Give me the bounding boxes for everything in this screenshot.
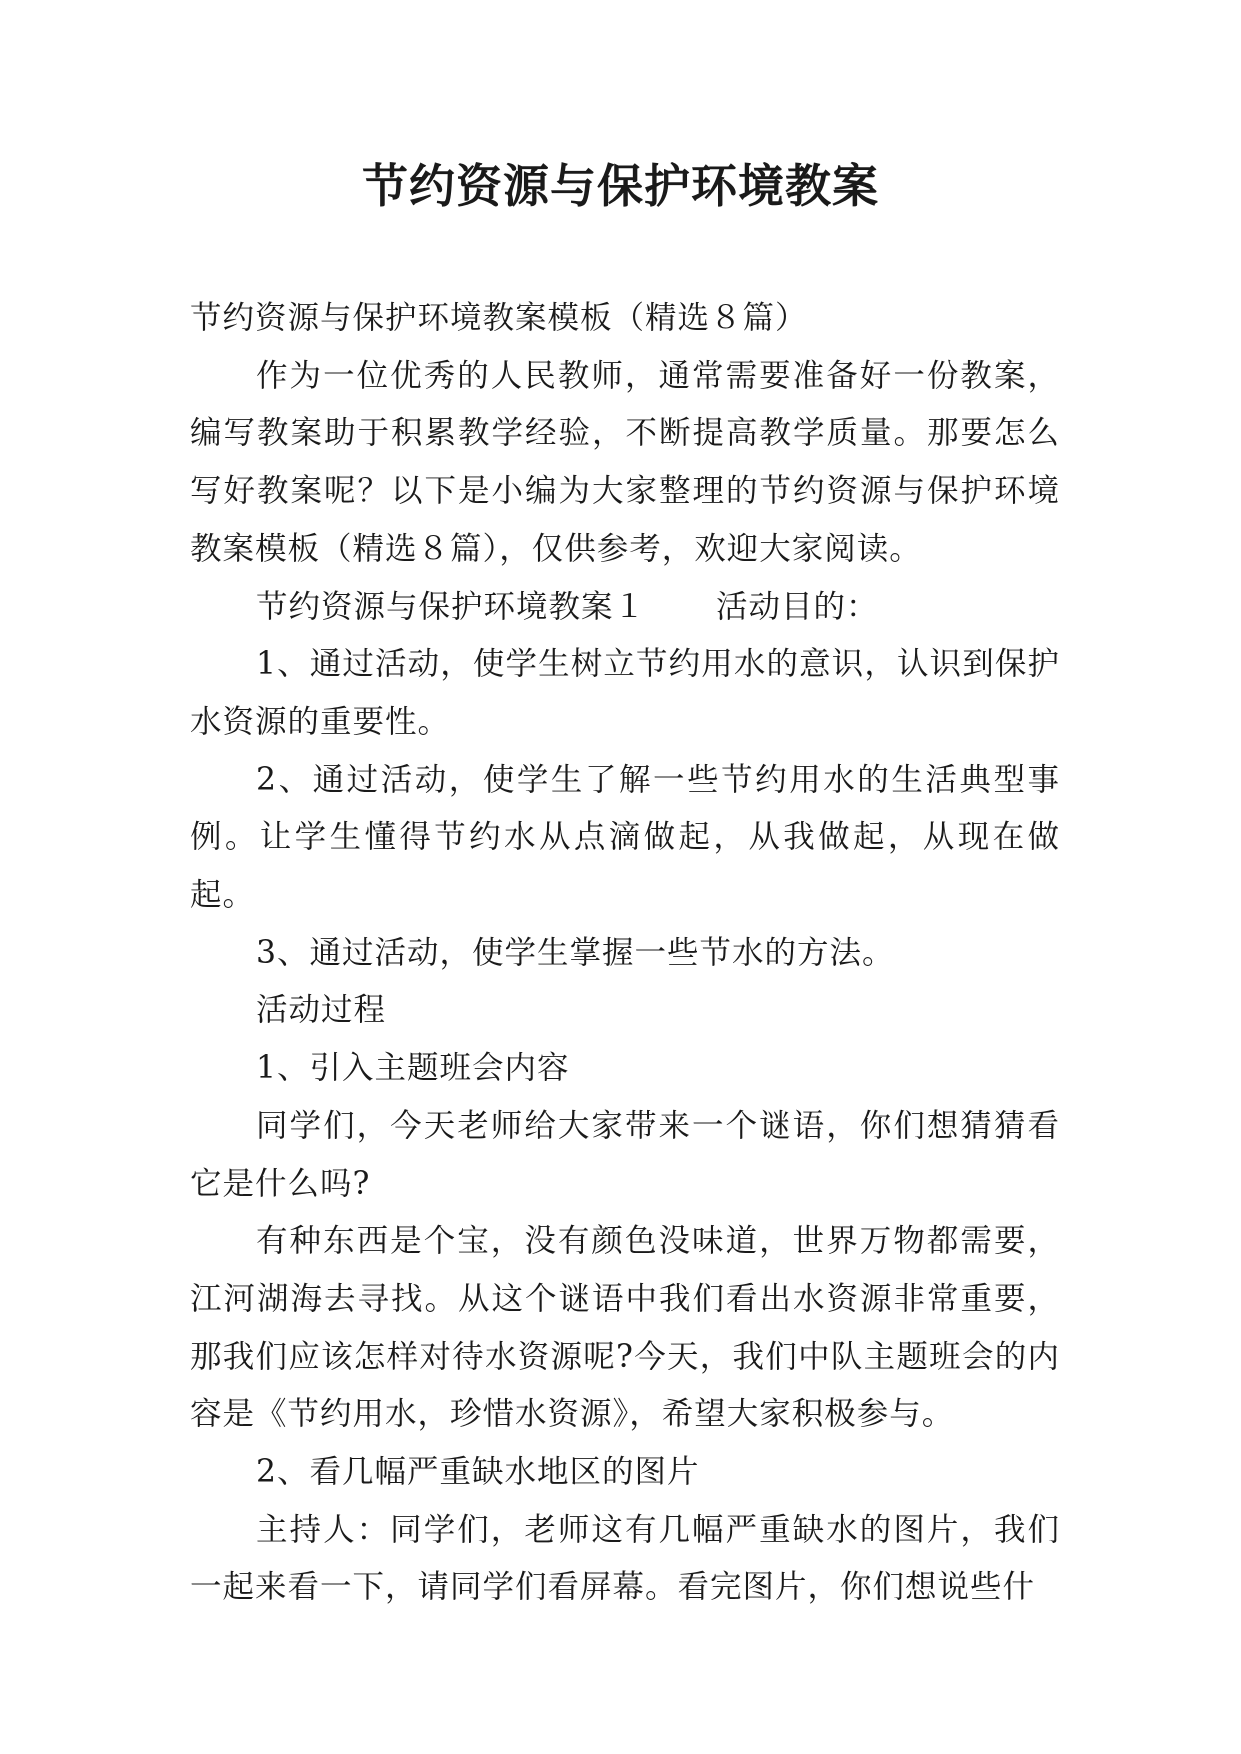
goal-item-2: 2、通过活动，使学生了解一些节约用水的生活典型事例。让学生懂得节约水从点滴做起，从我做起，从现在做起。 xyxy=(190,761,1060,914)
step-2-heading: 2、看几幅严重缺水地区的图片 xyxy=(256,1454,700,1491)
section-heading: 节约资源与保护环境教案１ xyxy=(256,588,647,625)
step-1-heading: 1、引入主题班会内容 xyxy=(256,1050,570,1087)
document-body xyxy=(190,290,1060,1617)
section-heading-line xyxy=(190,579,1060,637)
intro-paragraph: 作为一位优秀的人民教师，通常需要准备好一份教案，编写教案助于积累教学经验，不断提高教学质量。那要怎么写好教案呢？以下是小编为大家整理的节约资源与保护环境教案模板（精选８篇），仅供参考，欢迎大家阅读。 xyxy=(190,357,1060,567)
step-1-paragraph-2: 有种东西是个宝，没有颜色没味道，世界万物都需要，江河湖海去寻找。从这个谜语中我们看出水资源非常重要，那我们应该怎样对待水资源呢?今天，我们中队主题班会的内容是《节约用水，珍惜水资源》，希望大家积极参与。 xyxy=(190,1223,1060,1433)
subtitle: 节约资源与保护环境教案模板（精选８篇） xyxy=(190,300,808,336)
document-title: 节约资源与保护环境教案 xyxy=(362,159,879,213)
step-1-paragraph-1: 同学们，今天老师给大家带来一个谜语，你们想猜猜看它是什么吗? xyxy=(190,1107,1060,1202)
process-heading: 活动过程 xyxy=(256,992,387,1029)
goal-label: 活动目的： xyxy=(716,588,879,625)
step-2-paragraph-1: 主持人：同学们，老师这有几幅严重缺水的图片，我们一起来看一下，请同学们看屏幕。看完图片，你们想说些什 xyxy=(190,1511,1060,1606)
goal-item-3: 3、通过活动，使学生掌握一些节水的方法。 xyxy=(256,934,895,971)
goal-item-1: 1、通过活动，使学生树立节约用水的意识，认识到保护水资源的重要性。 xyxy=(190,646,1060,740)
